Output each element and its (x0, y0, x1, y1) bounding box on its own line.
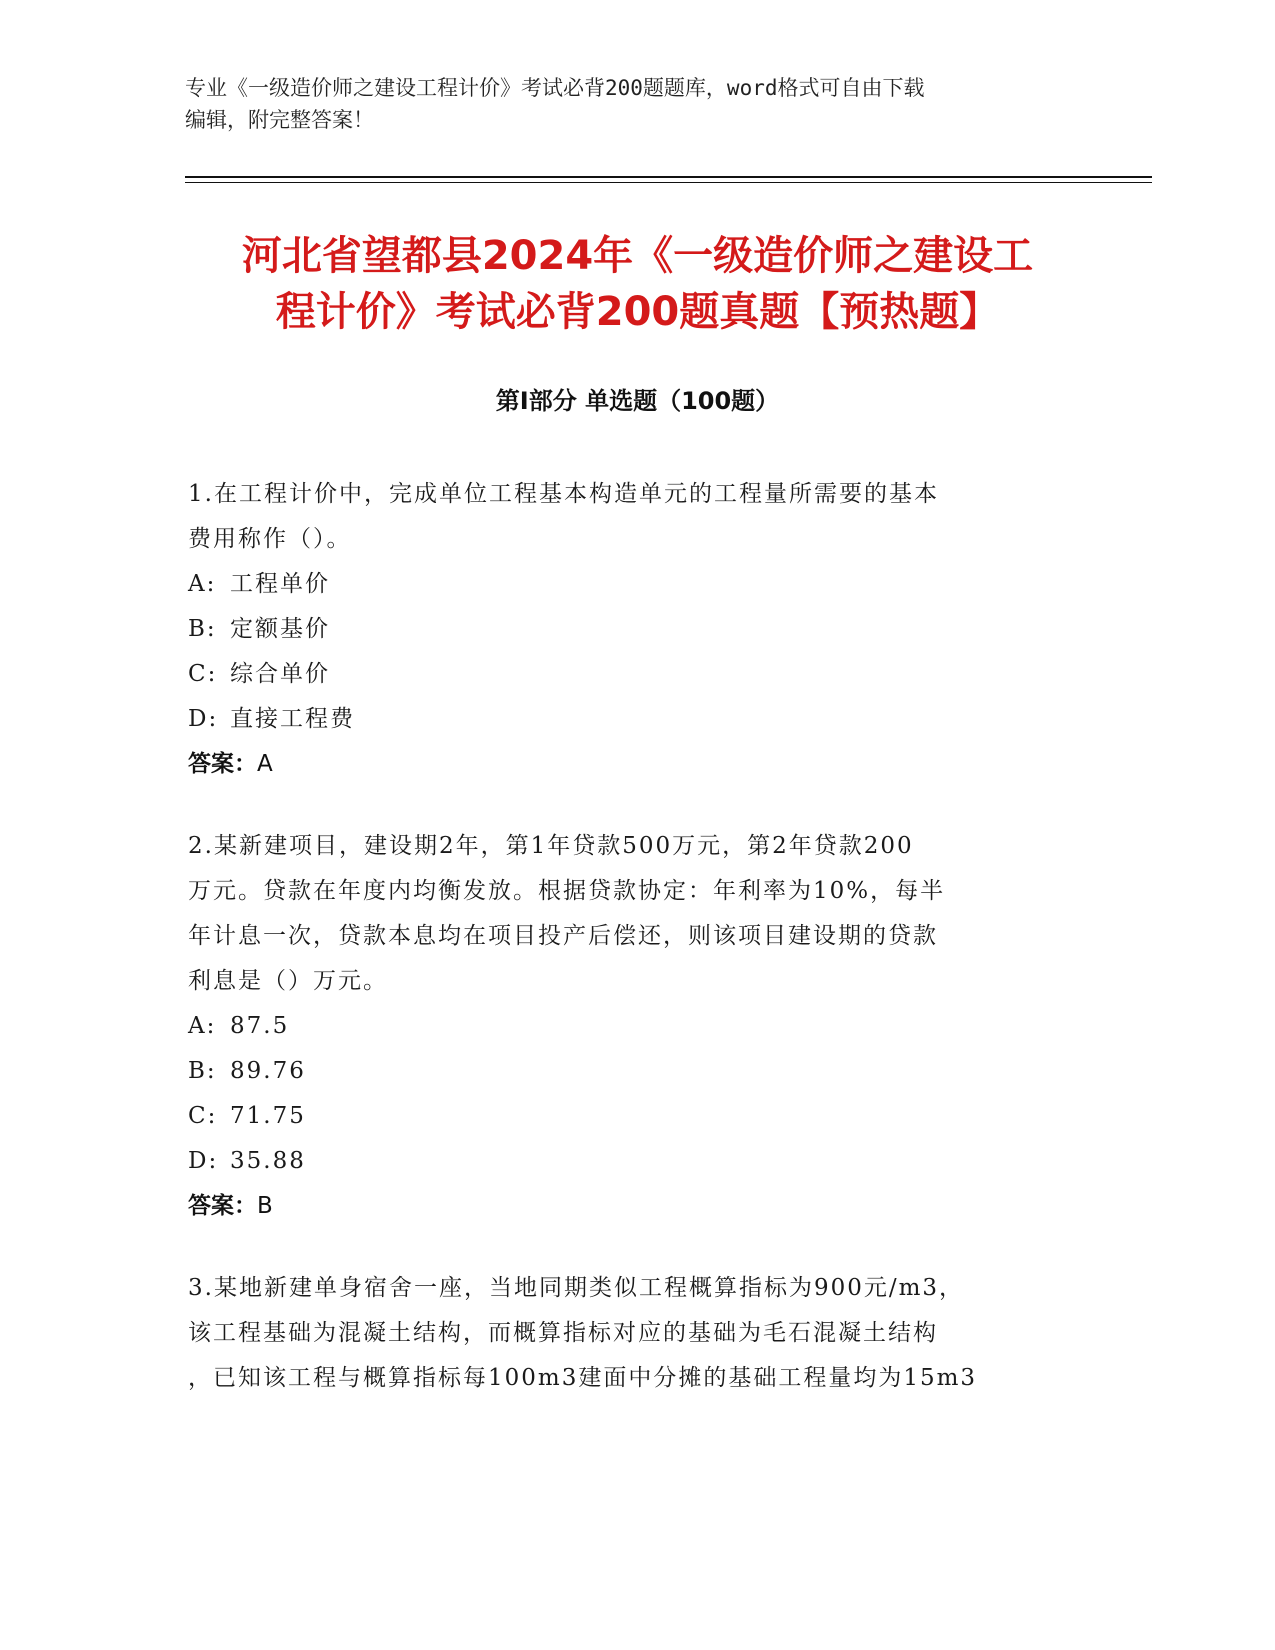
option-letter: C: (188, 661, 218, 687)
question-text-line: 费用称作（）。 (188, 526, 352, 552)
question-text-line: 2.某新建项目，建设期2年，第1年贷款500万元，第2年贷款200 (188, 833, 914, 859)
option-c (188, 1094, 1068, 1139)
question-list (188, 472, 1068, 1438)
question-2-text (188, 824, 1068, 1004)
answer-line (188, 1184, 1068, 1229)
option-text: 直接工程费 (230, 706, 355, 732)
answer-line (188, 742, 1068, 787)
option-b (188, 607, 1068, 652)
option-text: 89.76 (230, 1058, 306, 1084)
option-c (188, 652, 1068, 697)
question-text-line: 利息是（）万元。 (188, 968, 388, 994)
question-text-line: 3.某地新建单身宿舍一座，当地同期类似工程概算指标为900元/m3， (188, 1275, 965, 1301)
header-divider-thin (185, 182, 1152, 183)
header-divider-thick (185, 176, 1152, 178)
option-letter: B: (188, 1058, 217, 1084)
option-letter: B: (188, 616, 217, 642)
question-3-text (188, 1266, 1068, 1401)
option-d (188, 697, 1068, 742)
question-text-line: 1.在工程计价中，完成单位工程基本构造单元的工程量所需要的基本 (188, 481, 939, 507)
question-3 (188, 1266, 1068, 1401)
option-letter: A: (188, 1013, 217, 1039)
title-line-2: 程计价》考试必背200题真题【预热题】 (275, 289, 1000, 335)
question-2 (188, 824, 1068, 1229)
option-text: 综合单价 (230, 661, 330, 687)
question-text-line: 万元。贷款在年度内均衡发放。根据贷款协定：年利率为10%，每半 (188, 878, 946, 904)
question-1 (188, 472, 1068, 787)
option-letter: A: (188, 571, 217, 597)
answer-value: B (257, 1193, 273, 1219)
question-text-line: 年计息一次，贷款本息均在项目投产后偿还，则该项目建设期的贷款 (188, 923, 938, 949)
answer-value: A (257, 751, 273, 777)
option-b (188, 1049, 1068, 1094)
answer-label: 答案： (188, 1193, 257, 1219)
document-title (150, 228, 1125, 340)
question-text-line: ，已知该工程与概算指标每100m3建面中分摊的基础工程量均为15m3 (188, 1365, 978, 1391)
option-letter: D: (188, 1148, 219, 1174)
section-heading: 第Ⅰ部分 单选题（100题） (495, 387, 780, 415)
option-text: 71.75 (230, 1103, 306, 1129)
header-note-line-2: 编辑，附完整答案！ (185, 108, 374, 132)
title-line-1: 河北省望都县2024年《一级造价师之建设工 (241, 233, 1034, 279)
option-letter: C: (188, 1103, 218, 1129)
header-note (185, 72, 1065, 136)
option-text: 87.5 (230, 1013, 290, 1039)
header-note-line-1: 专业《一级造价师之建设工程计价》考试必背200题题库，word格式可自由下载 (185, 76, 925, 100)
option-text: 工程单价 (230, 571, 330, 597)
question-text-line: 该工程基础为混凝土结构，而概算指标对应的基础为毛石混凝土结构 (188, 1320, 938, 1346)
option-text: 35.88 (230, 1148, 306, 1174)
option-letter: D: (188, 706, 219, 732)
answer-label: 答案： (188, 751, 257, 777)
option-d (188, 1139, 1068, 1184)
option-a (188, 562, 1068, 607)
question-1-text (188, 472, 1068, 562)
option-text: 定额基价 (230, 616, 330, 642)
option-a (188, 1004, 1068, 1049)
